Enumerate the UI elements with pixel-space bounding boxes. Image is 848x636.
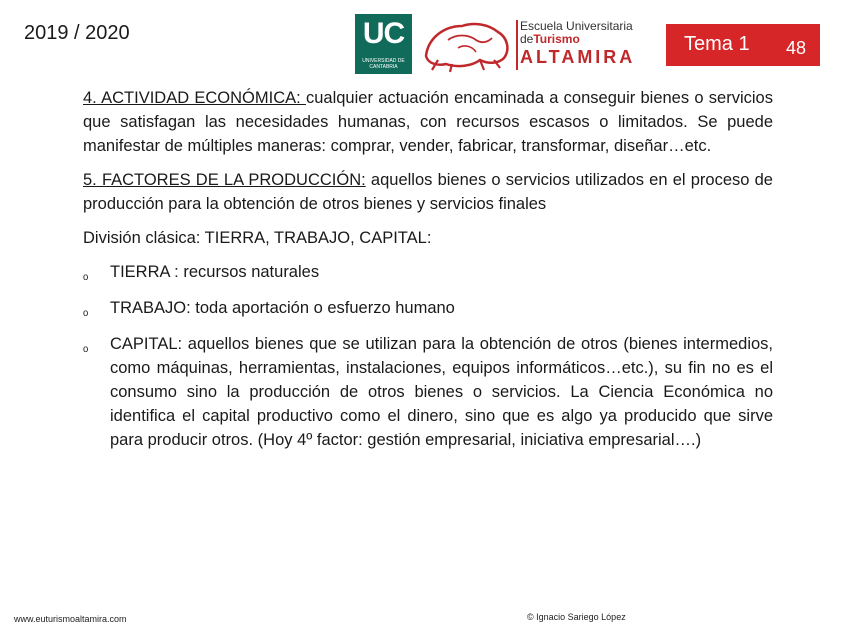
list-item-tierra (83, 260, 773, 284)
list-item-text: TRABAJO: toda aportación o esfuerzo humano (110, 299, 455, 317)
paragraph-actividad-economica (83, 86, 773, 158)
list-item-capital (83, 332, 773, 452)
page-number: 48 (786, 38, 807, 58)
uc-logo-subtext: UNIVERSIDAD DE CANTABRIA (362, 58, 405, 70)
list-item-trabajo (83, 296, 773, 320)
bullet-icon: ₒ (83, 302, 89, 318)
school-name-prefix: de (520, 32, 534, 46)
paragraph-factores-produccion (83, 168, 773, 216)
school-name-line1: Escuela Universitaria (520, 19, 633, 33)
bison-logo-icon (418, 16, 514, 74)
list-item-text: TIERRA : recursos naturales (110, 263, 320, 281)
school-logo (520, 20, 645, 68)
item4-title: 4. ACTIVIDAD ECONÓMICA: (83, 89, 306, 107)
year-label: 2019 / 2020 (24, 22, 130, 44)
uc-logo (355, 14, 412, 74)
topic-label: Tema 1 (684, 33, 750, 55)
topic-badge (666, 24, 820, 66)
school-name-altamira: ALTAMIRA (520, 47, 636, 67)
item4-text: cualquier actuación encaminada a conseguir bienes o servicios que satisfagan las necesidades humanas, con recursos escasos o limitados. Se puede manifestar de múltiples maneras: comprar, vender, fabricar, transformar, diseñar…etc. (83, 89, 773, 155)
paragraph-division-clasica: División clásica: TIERRA, TRABAJO, CAPITAL: (83, 229, 432, 247)
bullet-icon: ₒ (83, 338, 89, 354)
school-logo-divider (516, 20, 518, 70)
footer-copyright: © Ignacio Sariego López (527, 612, 626, 622)
school-name-line2 (520, 33, 645, 46)
uc-logo-text: UC (362, 17, 405, 50)
bullet-icon: ₒ (83, 266, 89, 282)
list-item-text: CAPITAL: aquellos bienes que se utilizan para la obtención de otros (bienes intermedios, como máquinas, herramientas, instalaciones, equipos informáticos…etc.), su fin no es el consumo sino la producción de otros bienes o servicios. La Ciencia Económica no identifica el capital productivo como el dinero, sino que es algo ya producido que sirve para producir otros. (Hoy 4º factor: gestión empresarial, iniciativa empresarial….) (110, 335, 773, 449)
item5-title: 5. FACTORES DE LA PRODUCCIÓN: (83, 171, 366, 189)
slide-body (83, 86, 773, 464)
item5-text: aquellos bienes o servicios utilizados en el proceso de producción para la obtención de otros bienes y servicios finales (83, 171, 773, 213)
school-name-turismo: Turismo (533, 32, 580, 46)
footer-website: www.euturismoaltamira.com (14, 614, 127, 624)
